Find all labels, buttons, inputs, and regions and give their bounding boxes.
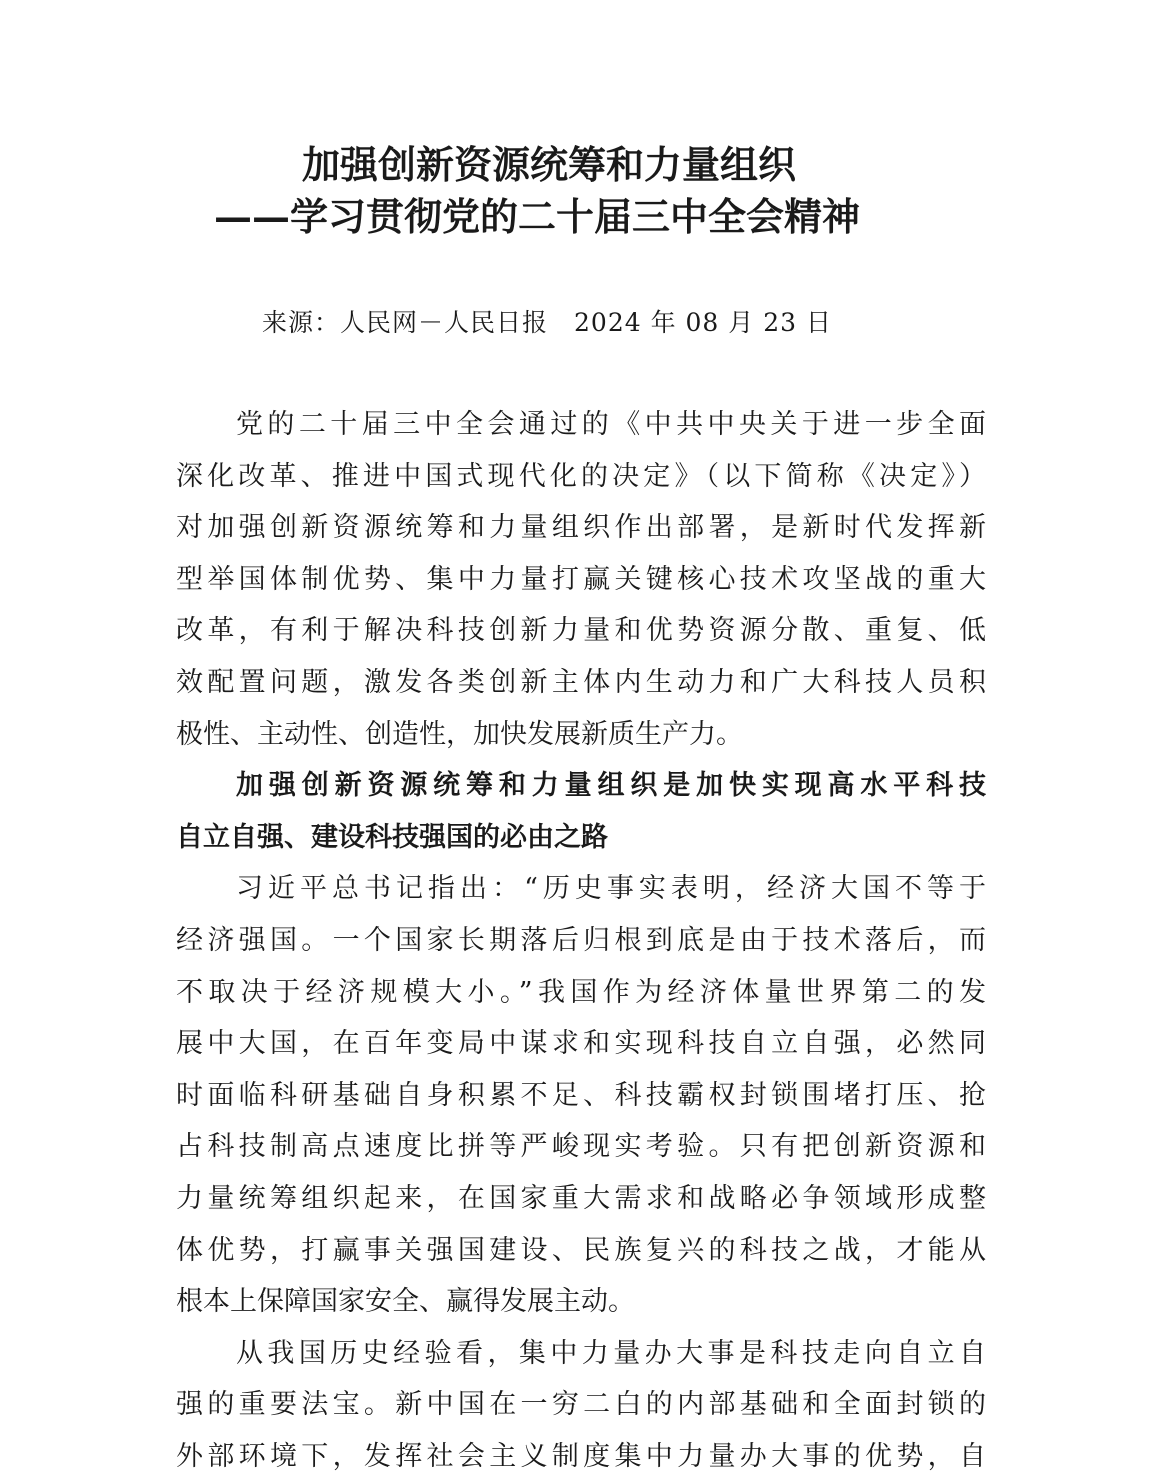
body-line: 不取决于经济规模大小。”我国作为经济体量世界第二的发 <box>176 976 986 1008</box>
body-line: 根本上保障国家安全、赢得发展主动。 <box>176 1286 635 1318</box>
body-line: 从我国历史经验看，集中力量办大事是科技走向自立自 <box>236 1337 986 1369</box>
body-line: 体优势，打赢事关强国建设、民族复兴的科技之战，才能从 <box>176 1234 986 1266</box>
title-line-1: 加强创新资源统筹和力量组织 <box>302 142 797 187</box>
body-line: 外部环境下，发挥社会主义制度集中力量办大事的优势，自 <box>176 1440 986 1472</box>
body-line: 经济强国。一个国家长期落后归根到底是由于技术落后，而 <box>176 924 986 956</box>
article-body <box>176 399 986 1482</box>
body-line: 党的二十届三中全会通过的《中共中央关于进一步全面 <box>236 409 986 440</box>
section-heading-line: 加强创新资源统筹和力量组织是加快实现高水平科技 <box>236 770 986 802</box>
body-line: 展中大国，在百年变局中谋求和实现科技自立自强，必然同 <box>176 1028 986 1060</box>
body-line: 深化改革、推进中国式现代化的决定》（以下简称《决定》） <box>176 460 986 492</box>
body-line: 强的重要法宝。新中国在一穷二白的内部基础和全面封锁的 <box>176 1389 986 1421</box>
body-line: 型举国体制优势、集中力量打赢关键核心技术攻坚战的重大 <box>176 563 986 595</box>
title-line-2-subtitle: ——学习贯彻党的二十届三中全会精神 <box>214 194 861 239</box>
body-line: 改革，有利于解决科技创新力量和优势资源分散、重复、低 <box>176 615 986 647</box>
body-line: 习近平总书记指出：“历史事实表明，经济大国不等于 <box>236 873 986 905</box>
body-line: 极性、主动性、创造性，加快发展新质生产力。 <box>176 718 743 750</box>
body-line: 对加强创新资源统筹和力量组织作出部署，是新时代发挥新 <box>176 512 986 544</box>
source-line: 来源：人民网－人民日报 2024 年 08 月 23 日 <box>262 308 832 337</box>
section-heading-line: 自立自强、建设科技强国的必由之路 <box>176 821 608 853</box>
body-line: 效配置问题，激发各类创新主体内生动力和广大科技人员积 <box>176 666 986 698</box>
body-line: 时面临科研基础自身积累不足、科技霸权封锁围堵打压、抢 <box>176 1079 986 1111</box>
body-line: 力量统筹组织起来，在国家重大需求和战略必争领域形成整 <box>176 1182 986 1214</box>
body-line: 占科技制高点速度比拼等严峻现实考验。只有把创新资源和 <box>176 1131 986 1163</box>
